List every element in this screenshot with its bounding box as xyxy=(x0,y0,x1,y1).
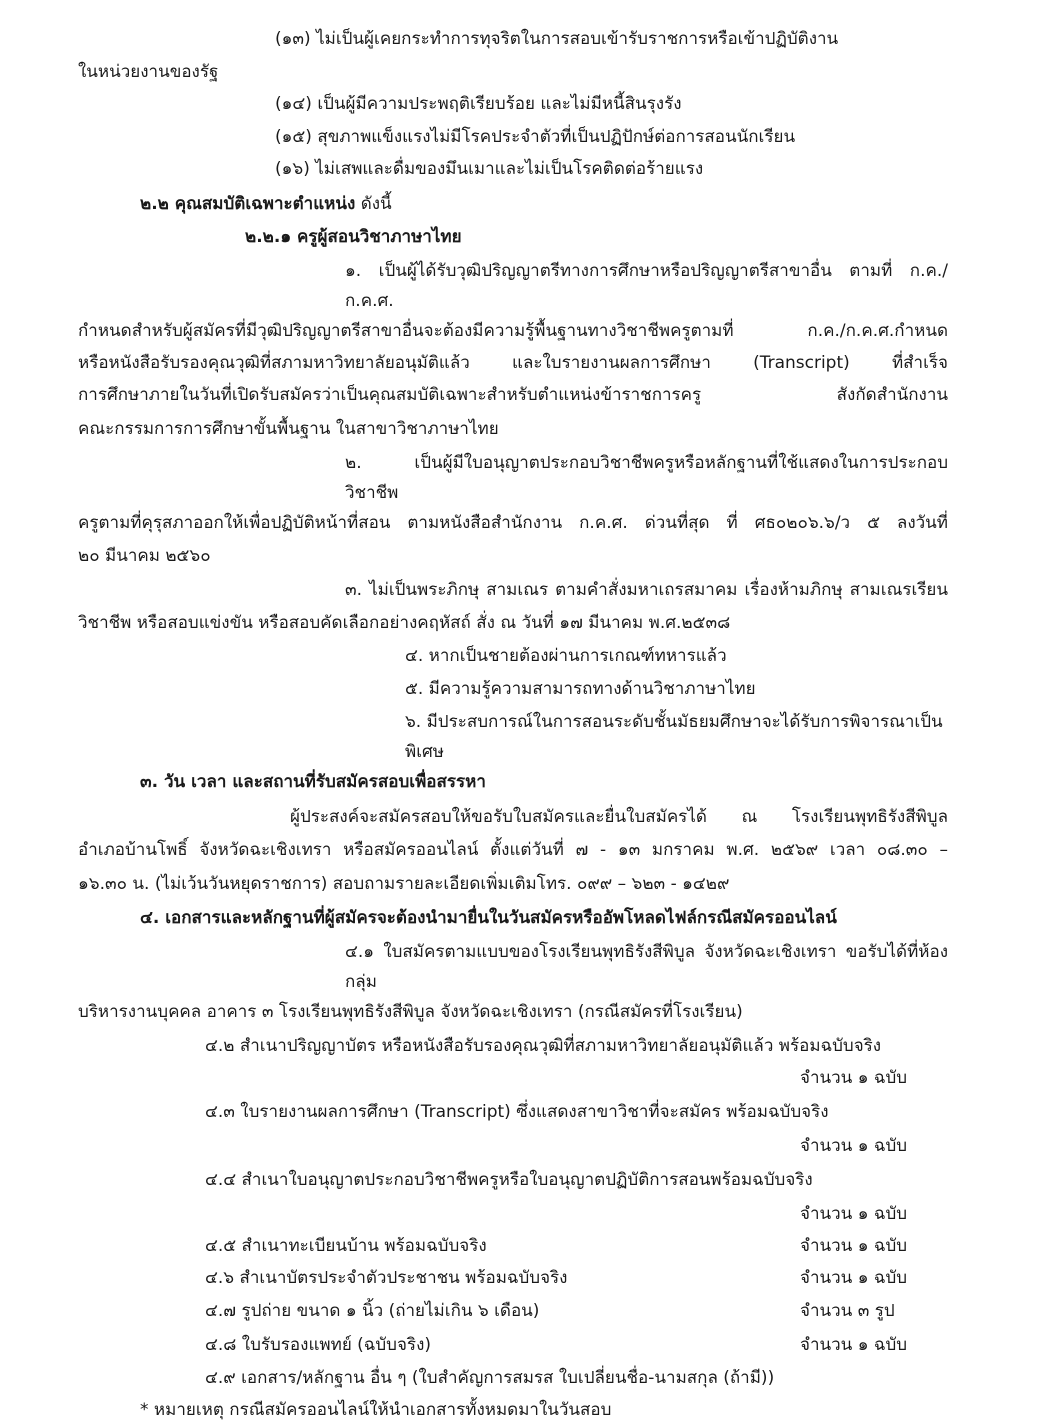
text-line xyxy=(78,541,948,575)
text-line xyxy=(275,89,948,122)
line-text: ในหน่วยงานของรัฐ xyxy=(78,62,219,82)
line-text: ครูตามที่คุรุสภาออกให้เพื่อปฏิบัติหน้าที่สอน ตามหนังสือสำนักงาน ก.ค.ศ. ด่วนที่สุด ที่ ศธ๐๒๐๖.๖/ว ๕ ลงวันที่ xyxy=(78,513,948,533)
line-text: กำหนดสำหรับผู้สมัครที่มีวุฒิปริญญาตรีสาขาอื่นจะต้องมีความรู้พื้นฐานทางวิชาชีพครูตามที่ ก.ค./ก.ค.ศ.กำหนด xyxy=(78,321,948,341)
heading-text: ๒.๒.๑ ครูผู้สอนวิชาภาษาไทย xyxy=(245,227,462,247)
line-text: การศึกษาภายในวันที่เปิดรับสมัครว่าเป็นคุณสมบัติเฉพาะสำหรับตำแหน่งข้าราชการครู สังกัดสำนักงาน xyxy=(78,385,948,405)
text-line xyxy=(205,1263,948,1296)
item-text-cell xyxy=(205,1330,790,1360)
text-line xyxy=(78,380,948,414)
text-line xyxy=(205,1363,948,1395)
line-text: ๔.๒ สำเนาปริญญาบัตร หรือหนังสือรับรองคุณวุฒิที่สภามหาวิทยาลัยอนุมัติแล้ว พร้อมฉบับจริง xyxy=(205,1036,882,1056)
line-text: ๔.๔ สำเนาใบอนุญาตประกอบวิชาชีพครูหรือใบอนุญาตปฏิบัติการสอนพร้อมฉบับจริง xyxy=(205,1170,813,1190)
text-line xyxy=(205,1330,948,1363)
text-line xyxy=(290,802,948,835)
text-line xyxy=(405,641,948,674)
line-text: หรือหนังสือรับรองคุณวุฒิที่สภามหาวิทยาลัยอนุมัติแล้ว และใบรายงานผลการศึกษา (Transcript) ที่สำเร็จ xyxy=(78,353,948,373)
section-heading xyxy=(245,222,948,256)
line-text: ๔.๑ ใบสมัครตามแบบของโรงเรียนพุทธิรังสีพิบูล จังหวัดฉะเชิงเทรา ขอรับได้ที่ห้องกลุ่ม xyxy=(345,942,948,992)
line-text: ๑๖.๓๐ น. (ไม่เว้นวันหยุดราชการ) สอบถามรายละเอียดเพิ่มเติมโทร. ๐๙๙ – ๖๒๓ - ๑๔๒๙ xyxy=(78,874,730,894)
document-quantity: จำนวน ๑ ฉบับ xyxy=(800,1068,908,1088)
text-line xyxy=(205,1296,948,1330)
line-text: ๔.๘ ใบรับรองแพทย์ (ฉบับจริง) xyxy=(205,1335,431,1355)
text-line xyxy=(78,316,948,348)
text-line xyxy=(205,1231,948,1263)
document-quantity: จำนวน ๑ ฉบับ xyxy=(800,1268,908,1288)
text-line xyxy=(78,835,948,869)
item-text-cell xyxy=(205,1263,790,1293)
line-text: ๔.๕ สำเนาทะเบียนบ้าน พร้อมฉบับจริง xyxy=(205,1236,487,1256)
line-text: ๒๐ มีนาคม ๒๕๖๐ xyxy=(78,546,211,566)
line-text: (๑๖) ไม่เสพและดื่มของมึนเมาและไม่เป็นโรคติดต่อร้ายแรง xyxy=(275,159,704,179)
text-line xyxy=(345,448,948,508)
text-line xyxy=(405,674,948,707)
line-text: บริหารงานบุคคล อาคาร ๓ โรงเรียนพุทธิรังสีพิบูล จังหวัดฉะเชิงเทรา (กรณีสมัครที่โรงเรียน) xyxy=(78,1002,743,1022)
document-quantity: จำนวน ๓ รูป xyxy=(800,1301,895,1321)
text-line xyxy=(275,122,948,154)
line-text: ๔. หากเป็นชายต้องผ่านการเกณฑ์ทหารแล้ว xyxy=(405,646,727,666)
text-line xyxy=(78,57,948,89)
heading-text: ๒.๒ คุณสมบัติเฉพาะตำแหน่ง xyxy=(140,194,356,214)
text-line xyxy=(78,997,948,1031)
text-line xyxy=(205,1165,948,1199)
line-text: ๓. ไม่เป็นพระภิกษุ สามเณร ตามคำสั่งมหาเถรสมาคม เรื่องห้ามภิกษุ สามเณรเรียน xyxy=(345,580,948,600)
line-text: ๒. เป็นผู้มีใบอนุญาตประกอบวิชาชีพครูหรือหลักฐานที่ใช้แสดงในการประกอบวิชาชีพ xyxy=(345,453,948,503)
section-heading xyxy=(140,767,948,802)
text-line xyxy=(205,1031,948,1063)
text-line xyxy=(345,575,948,608)
quantity-line xyxy=(800,1131,1008,1165)
quantity-line xyxy=(800,1063,1008,1097)
heading-text: ๓. วัน เวลา และสถานที่รับสมัครสอบเพื่อสรรหา xyxy=(140,772,486,792)
line-text: อำเภอบ้านโพธิ์ จังหวัดฉะเชิงเทรา หรือสมัครออนไลน์ ตั้งแต่วันที่ ๗ - ๑๓ มกราคม พ.ศ. ๒๕๖๙ เวลา ๐๘.๓๐ – xyxy=(78,840,948,860)
line-text: ผู้ประสงค์จะสมัครสอบให้ขอรับใบสมัครและยื่นใบสมัครได้ ณ โรงเรียนพุทธิรังสีพิบูล xyxy=(290,807,948,827)
line-text: ๔.๖ สำเนาบัตรประจำตัวประชาชน พร้อมฉบับจริง xyxy=(205,1268,568,1288)
heading-text: ๔. เอกสารและหลักฐานที่ผู้สมัครจะต้องนำมายื่นในวันสมัครหรืออัพโหลดไฟล์กรณีสมัครออนไลน์ xyxy=(140,908,837,928)
line-text: (๑๕) สุขภาพแข็งแรงไม่มีโรคประจำตัวที่เป็นปฏิปักษ์ต่อการสอนนักเรียน xyxy=(275,127,796,147)
text-line xyxy=(345,937,948,997)
document-quantity: จำนวน ๑ ฉบับ xyxy=(800,1204,908,1224)
text-line xyxy=(78,608,948,641)
line-text: ๑. เป็นผู้ได้รับวุฒิปริญญาตรีทางการศึกษาหรือปริญญาตรีสาขาอื่น ตามที่ ก.ค./ก.ค.ศ. xyxy=(345,261,948,311)
section-heading xyxy=(140,189,948,222)
text-line xyxy=(275,154,948,189)
line-text: ๖. มีประสบการณ์ในการสอนระดับชั้นมัธยมศึกษาจะได้รับการพิจารณาเป็นพิเศษ xyxy=(405,712,943,762)
text-line xyxy=(345,256,948,316)
line-text: ๔.๗ รูปถ่าย ขนาด ๑ นิ้ว (ถ่ายไม่เกิน ๖ เดือน) xyxy=(205,1301,540,1321)
document-quantity: จำนวน ๑ ฉบับ xyxy=(800,1335,908,1355)
line-text: ๕. มีความรู้ความสามารถทางด้านวิชาภาษาไทย xyxy=(405,679,756,699)
quantity-line xyxy=(800,1199,1008,1231)
text-line xyxy=(78,414,948,448)
text-line xyxy=(405,707,948,767)
text-line xyxy=(78,869,948,903)
line-text: * หมายเหตุ กรณีสมัครออนไลน์ให้นำเอกสารทั้งหมดมาในวันสอบ xyxy=(140,1400,612,1420)
line-text: ๔.๓ ใบรายงานผลการศึกษา (Transcript) ซึ่งแสดงสาขาวิชาที่จะสมัคร พร้อมฉบับจริง xyxy=(205,1102,829,1122)
line-text: ๔.๙ เอกสาร/หลักฐาน อื่น ๆ (ใบสำคัญการสมรส ใบเปลี่ยนชื่อ-นามสกุล (ถ้ามี)) xyxy=(205,1368,775,1388)
section-heading xyxy=(140,903,948,937)
item-text-cell xyxy=(205,1231,790,1261)
text-line xyxy=(78,348,948,380)
line-text: (๑๓) ไม่เป็นผู้เคยกระทำการทุจริตในการสอบเข้ารับราชการหรือเข้าปฏิบัติงาน xyxy=(275,29,839,49)
text-line xyxy=(140,1395,948,1428)
line-text: ดังนี้ xyxy=(355,194,392,214)
document-quantity: จำนวน ๑ ฉบับ xyxy=(800,1236,908,1256)
text-line xyxy=(78,508,948,541)
line-text: คณะกรรมการการศึกษาขั้นพื้นฐาน ในสาขาวิชาภาษาไทย xyxy=(78,419,499,439)
line-text: (๑๔) เป็นผู้มีความประพฤติเรียบร้อย และไม่มีหนี้สินรุงรัง xyxy=(275,94,682,114)
item-text-cell xyxy=(205,1296,790,1326)
text-line xyxy=(205,1097,948,1131)
document-quantity: จำนวน ๑ ฉบับ xyxy=(800,1136,908,1156)
line-text: วิชาชีพ หรือสอบแข่งขัน หรือสอบคัดเลือกอย่างคฤหัสถ์ สั่ง ณ วันที่ ๑๗ มีนาคม พ.ศ.๒๕๓๘ xyxy=(78,613,731,633)
text-line xyxy=(275,24,948,57)
